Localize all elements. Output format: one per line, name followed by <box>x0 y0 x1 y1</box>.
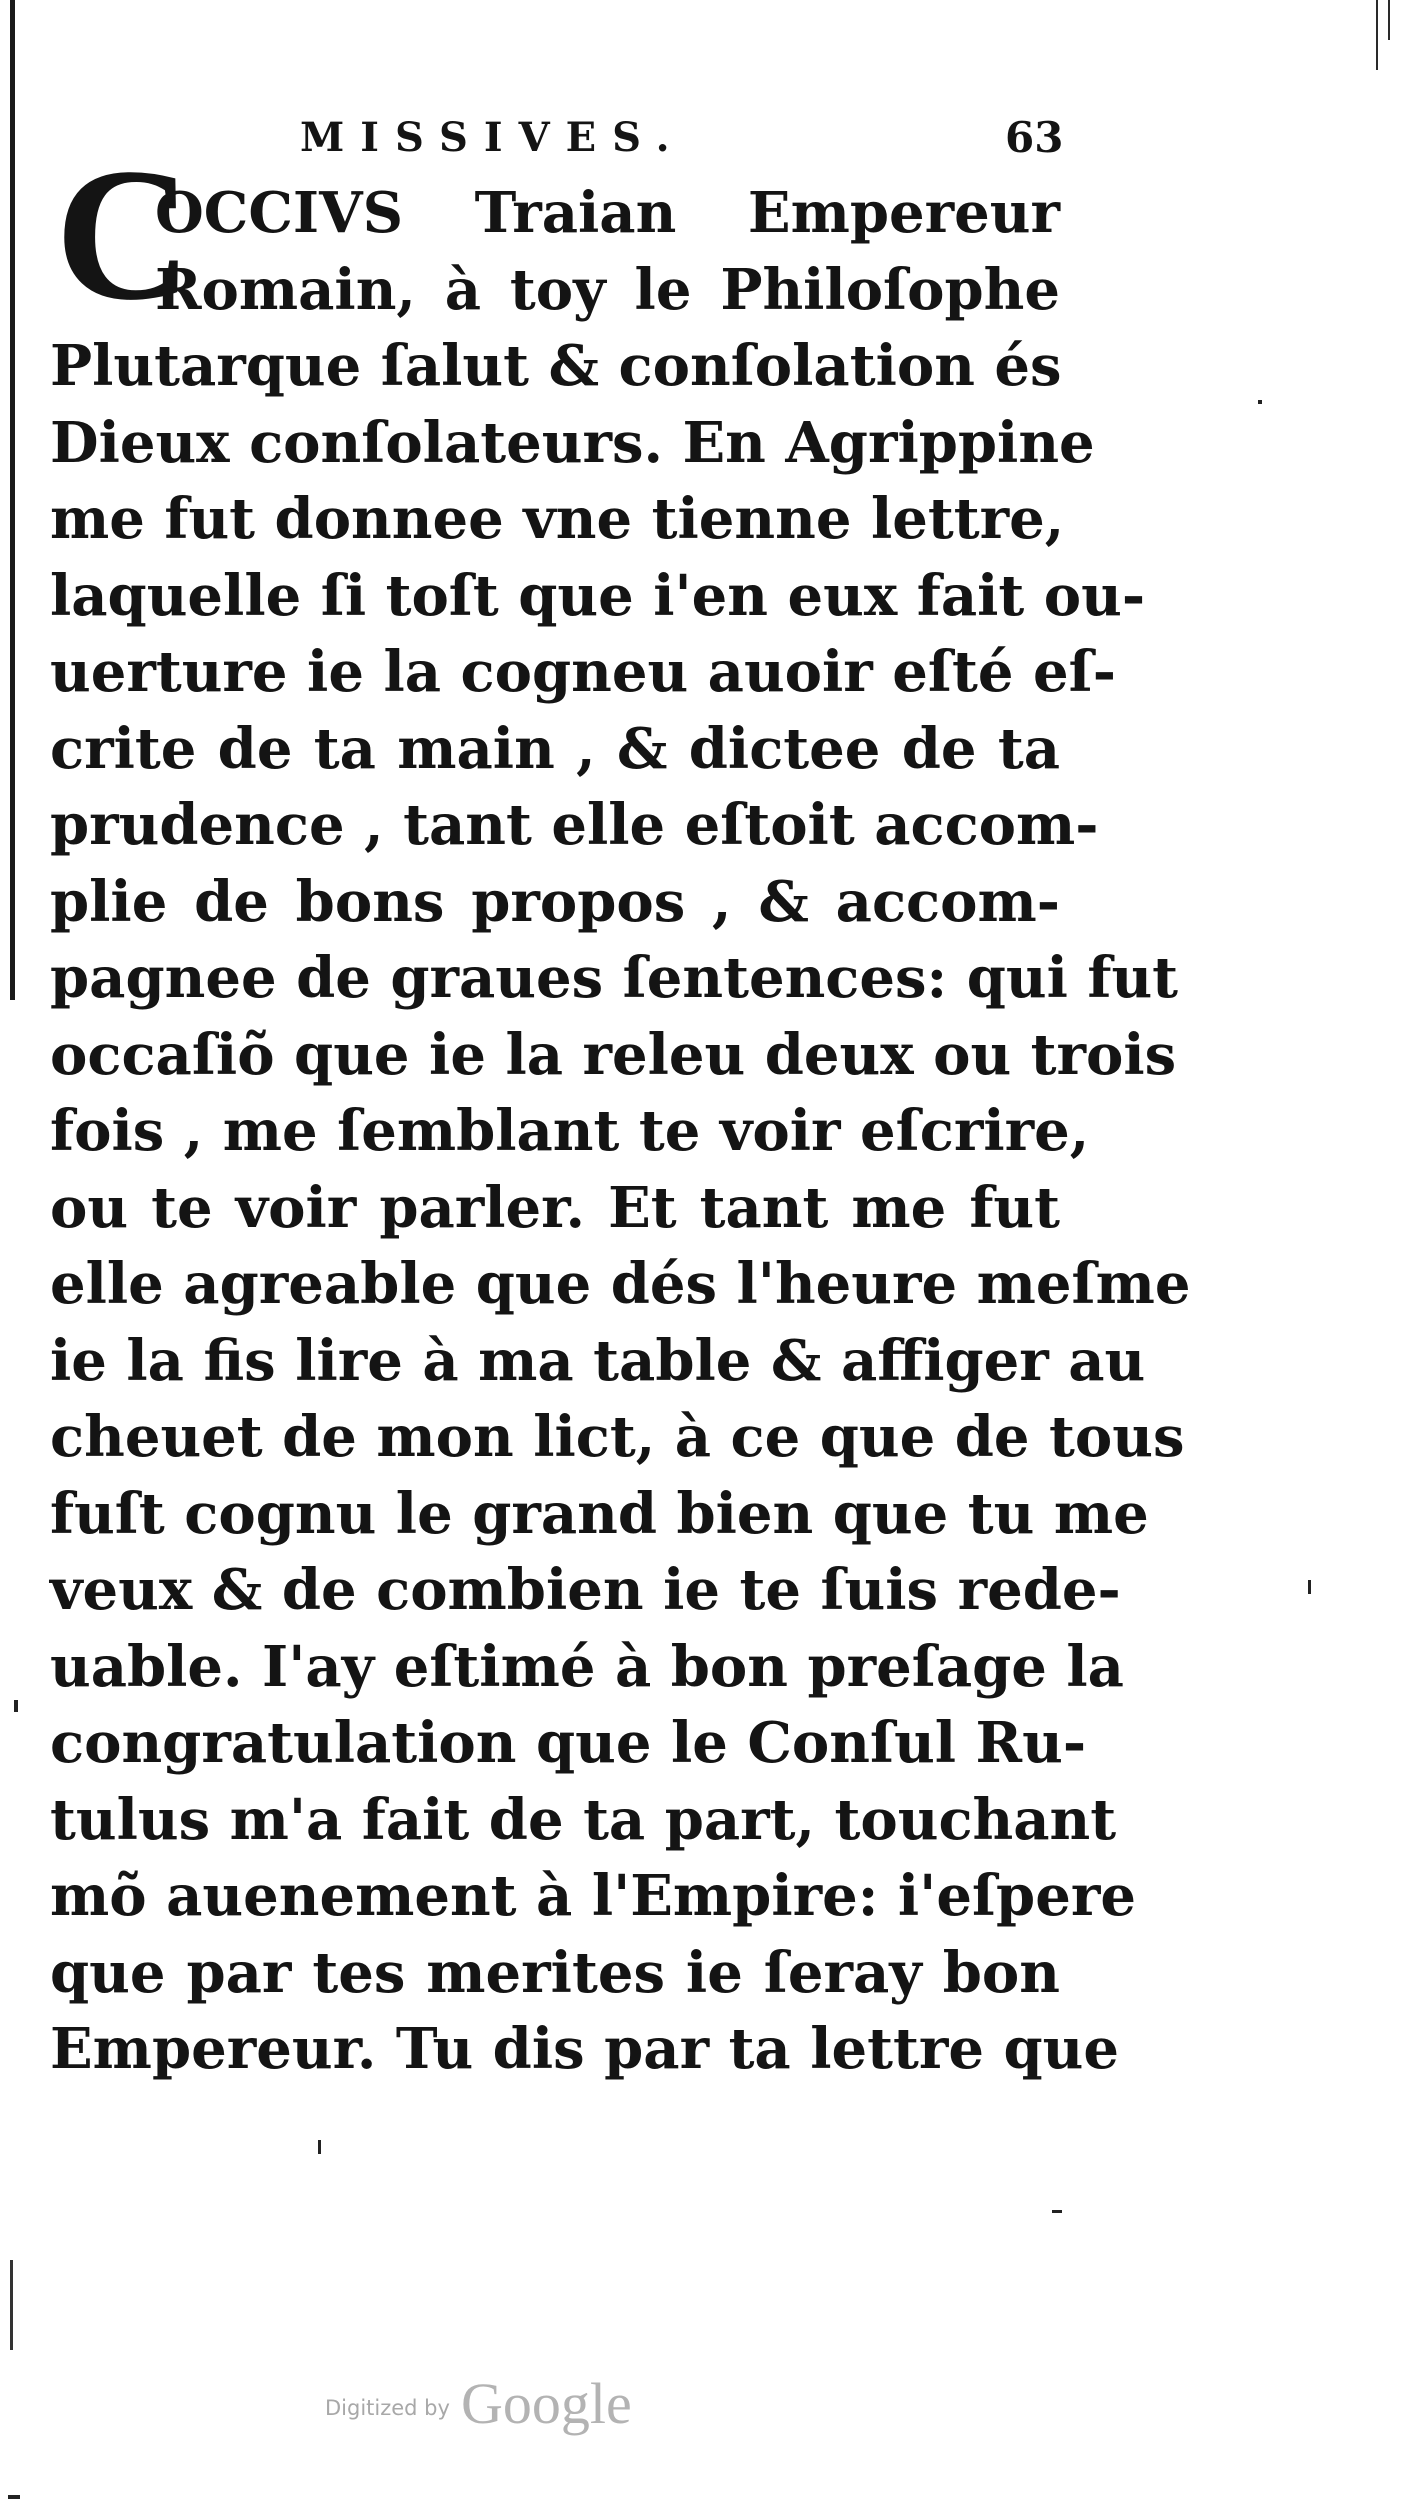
page-number: 63 <box>1005 113 1064 162</box>
running-head <box>280 108 1080 168</box>
text-line: OCCIVS Traian Empereur <box>155 180 1060 246</box>
text-line: fois , me ſemblant te voir eſcrire, <box>50 1098 1090 1164</box>
text-line: prudence , tant elle eſtoit accom- <box>50 792 1099 858</box>
text-line: tulus m'a fait de ta part, touchant <box>50 1786 1117 1853</box>
text-line: pagnee de graues ſentences: qui fut <box>50 945 1179 1011</box>
text-line: laquelle ſi toſt que i'en eux fait ou- <box>50 562 1146 629</box>
scan-speck <box>318 2140 321 2154</box>
text-line: cheuet de mon lict, à ce que de tous <box>50 1404 1185 1470</box>
scan-edge-left <box>10 0 15 1000</box>
text-line: elle agreable que dés l'heure meſme <box>50 1251 1191 1317</box>
text-line: plie de bons propos , & accom- <box>50 868 1060 935</box>
digitized-by-google-watermark <box>325 2370 632 2450</box>
digitized-label: Digitized by <box>325 2396 450 2420</box>
text-line: Dieux conſolateurs. En Agrippine <box>50 409 1095 476</box>
running-head-title: MISSIVES. <box>300 114 686 161</box>
drop-cap: C <box>55 130 193 340</box>
text-line: ou te voir parler. Et tant me fut <box>50 1174 1060 1241</box>
scan-speck <box>1258 400 1262 404</box>
body-text <box>50 175 1191 2088</box>
scan-speck <box>8 2495 20 2499</box>
scan-speck <box>1052 2210 1062 2213</box>
text-line: que par tes merites ie ſeray bon <box>50 1939 1060 2006</box>
text-line: Empereur. Tu dis par ta lettre que <box>50 2016 1119 2082</box>
scan-speck <box>1308 1580 1311 1594</box>
text-line: congratulation que le Conſul Ru- <box>50 1710 1087 1776</box>
text-line: ie la fis lire à ma table & affiger au <box>50 1327 1146 1394</box>
text-line: uable. I'ay eſtimé à bon preſage la <box>50 1633 1124 1700</box>
text-line: uerture ie la cogneu auoir eſté eſ- <box>50 639 1116 705</box>
text-line: fuſt cognu le grand bien que tu me <box>50 1480 1149 1547</box>
scan-speck <box>14 1700 18 1712</box>
text-line: crite de ta main , & dictee de ta <box>50 715 1060 782</box>
text-line: Romain, à toy le Philoſophe <box>155 256 1060 323</box>
text-line: mõ auenement à l'Empire: i'eſpere <box>50 1863 1136 1929</box>
google-logo-text: Google <box>461 2371 632 2436</box>
text-line: occaſiõ que ie la releu deux ou trois <box>50 1021 1177 1088</box>
text-line: me fut donnee vne tienne lettre, <box>50 486 1065 552</box>
scan-edge-right <box>1376 0 1378 70</box>
scan-edge-left-lower <box>10 2260 13 2350</box>
scan-edge-right-secondary <box>1388 0 1390 40</box>
text-line: veux & de combien ie te ſuis rede- <box>50 1557 1121 1623</box>
text-line: Plutarque ſalut & conſolation és <box>50 333 1062 399</box>
